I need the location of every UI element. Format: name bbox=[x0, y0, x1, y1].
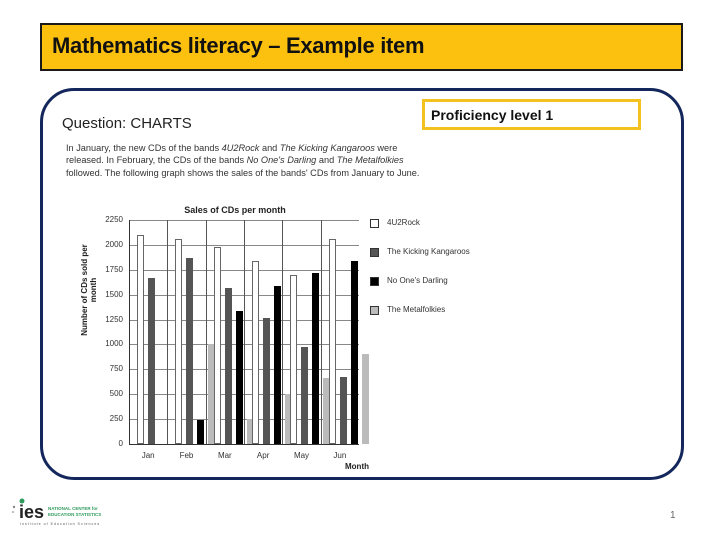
bar bbox=[197, 420, 204, 444]
bar bbox=[301, 347, 308, 444]
x-tick-label: Jan bbox=[141, 451, 155, 460]
legend-swatch bbox=[370, 248, 379, 257]
intro-part: followed. The following graph shows the sales of the bands' CDs from January to June. bbox=[66, 167, 420, 178]
y-axis bbox=[129, 220, 130, 444]
x-tick-label: Mar bbox=[217, 451, 232, 460]
proficiency-box bbox=[422, 99, 641, 130]
x-tick-label: Apr bbox=[256, 451, 270, 460]
y-tick-label: 750 bbox=[109, 364, 123, 374]
legend-swatch bbox=[370, 219, 379, 228]
group-separator bbox=[321, 220, 322, 444]
legend-label: No One's Darling bbox=[387, 276, 448, 285]
bar bbox=[329, 239, 336, 444]
x-tick-label: Jun bbox=[333, 451, 347, 460]
chart-title: Sales of CDs per month bbox=[184, 205, 286, 215]
y-tick-label: 2250 bbox=[105, 215, 123, 224]
bar bbox=[137, 235, 144, 444]
page-number: 1 bbox=[670, 510, 676, 521]
bar bbox=[236, 311, 243, 444]
y-tick-label: 1750 bbox=[105, 264, 123, 274]
legend-swatch bbox=[370, 277, 379, 286]
bar bbox=[186, 258, 193, 444]
bar bbox=[175, 239, 182, 444]
group-separator bbox=[282, 220, 283, 444]
legend-label: 4U2Rock bbox=[387, 218, 420, 227]
x-tick-label: Feb bbox=[179, 451, 194, 460]
band-name: No One's Darling bbox=[246, 155, 317, 166]
bar bbox=[214, 247, 221, 444]
bar bbox=[340, 377, 347, 444]
slide-title: Mathematics literacy – Example item bbox=[52, 33, 425, 58]
y-tick-label: 250 bbox=[109, 414, 123, 424]
bar bbox=[351, 261, 358, 444]
legend-item bbox=[370, 218, 470, 247]
y-tick-label: 1250 bbox=[105, 314, 123, 324]
y-tick-label: 500 bbox=[109, 389, 123, 399]
y-axis-label: Number of CDs sold per month bbox=[80, 244, 98, 336]
bar bbox=[312, 273, 319, 444]
bar bbox=[252, 261, 259, 444]
legend-label: The Metalfolkies bbox=[387, 305, 446, 314]
band-name: The Kicking Kangaroos bbox=[279, 143, 375, 153]
band-name: The Metalfolkies bbox=[336, 155, 404, 166]
legend-item bbox=[370, 247, 470, 276]
legend-swatch bbox=[370, 306, 379, 315]
intro-part: and bbox=[259, 143, 280, 153]
y-tick-label: 1500 bbox=[105, 289, 123, 299]
svg-text:ies: ies bbox=[19, 502, 45, 522]
bar bbox=[274, 286, 281, 444]
x-axis-label: Month bbox=[345, 462, 369, 471]
svg-text:NATIONAL CENTER for: NATIONAL CENTER for bbox=[48, 506, 98, 511]
proficiency-label: Proficiency level 1 bbox=[431, 107, 554, 123]
svg-text:EDUCATION STATISTICS: EDUCATION STATISTICS bbox=[48, 512, 102, 517]
x-tick-label: May bbox=[293, 451, 310, 460]
group-separator bbox=[206, 220, 207, 444]
group-separator bbox=[167, 220, 168, 444]
chart-plot-area bbox=[105, 215, 359, 460]
intro-part: In January, the new CDs of the bands bbox=[66, 143, 222, 153]
intro-text bbox=[66, 142, 426, 179]
chart-legend bbox=[370, 218, 470, 334]
bar bbox=[290, 275, 297, 444]
bar bbox=[362, 354, 369, 444]
legend-label: The Kicking Kangaroos bbox=[387, 247, 470, 256]
band-name: 4U2Rock bbox=[221, 143, 260, 153]
gridline bbox=[129, 444, 359, 445]
bar bbox=[148, 278, 155, 444]
y-tick-label: 2000 bbox=[105, 239, 123, 249]
legend-item bbox=[370, 305, 470, 334]
bar bbox=[225, 288, 232, 444]
y-tick-label: 1000 bbox=[105, 339, 123, 349]
svg-text:Institute of Education Science: Institute of Education Sciences bbox=[20, 522, 101, 526]
y-tick-label: 0 bbox=[118, 439, 123, 448]
intro-part: were released. In February, the CDs of the bands bbox=[66, 143, 398, 166]
intro-part: and bbox=[316, 155, 337, 166]
question-label: Question: CHARTS bbox=[62, 115, 192, 132]
legend-item bbox=[370, 276, 470, 305]
bar bbox=[263, 318, 270, 444]
ies-logo bbox=[10, 498, 120, 528]
title-bar bbox=[40, 23, 683, 71]
group-separator bbox=[244, 220, 245, 444]
